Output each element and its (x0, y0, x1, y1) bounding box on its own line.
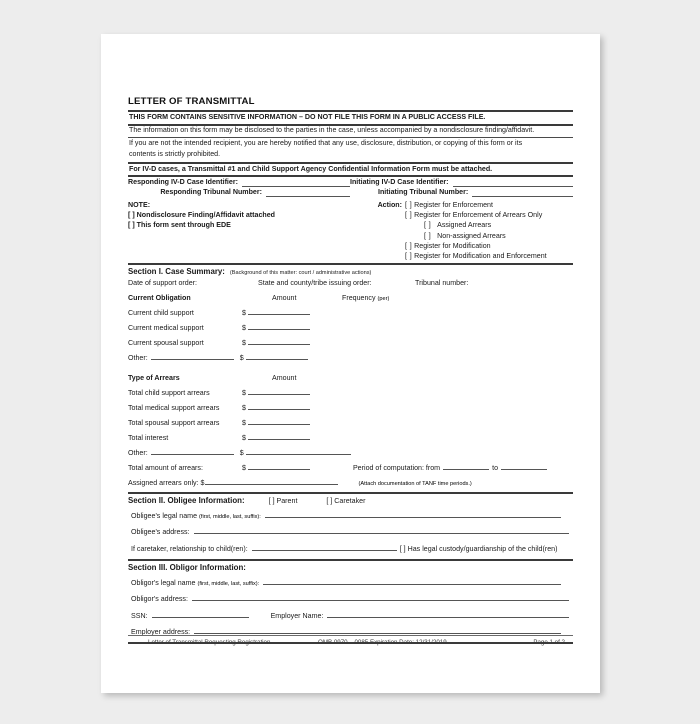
responding-case-label: Responding IV-D Case Identifier: (128, 177, 238, 186)
total-spousal-support-arrears-input[interactable] (248, 417, 310, 425)
obligee-name-note: (first, middle, last, suffix): (199, 514, 261, 521)
total-child-support-arrears-input[interactable] (248, 387, 310, 395)
date-of-support-order-label: Date of support order: (128, 278, 198, 287)
section-1-heading: Section I. Case Summary: (128, 266, 225, 276)
employer-name-label: Employer Name: (270, 611, 324, 620)
note-action-block (128, 198, 573, 263)
current-medical-support-label: Current medical support (128, 323, 204, 332)
total-arrears-input[interactable] (248, 462, 310, 470)
employer-address-label: Employer address: (131, 627, 191, 636)
arrears-other-label: Other: (128, 449, 148, 458)
obligee-name-input[interactable] (265, 510, 561, 518)
current-other-amount-input[interactable] (246, 352, 308, 360)
obligee-address-label: Obligee's address: (131, 528, 190, 537)
action-text-0: Register for Enforcement (414, 200, 493, 209)
obligor-name-input[interactable] (263, 577, 561, 585)
obligor-address-label: Obligor's address: (131, 595, 188, 604)
period-of-computation-label: Period of computation: from (352, 464, 441, 473)
action-text-5: Register for Modification and Enforcement (414, 252, 547, 261)
section-2 (128, 494, 573, 559)
responding-tribunal-input[interactable] (266, 189, 350, 197)
action-label: Action: (377, 200, 402, 209)
action-checkbox-4[interactable]: [ ] (405, 241, 413, 250)
footer-page-number: Page 1 of 2 (533, 639, 565, 646)
action-checkbox-1[interactable]: [ ] (405, 210, 413, 219)
page-title: LETTER OF TRANSMITTAL (128, 96, 255, 107)
tribunal-number-label: Tribunal number: (415, 278, 469, 287)
note-item-1[interactable]: [ ] This form sent through EDE (128, 221, 231, 230)
case-identifier-row (128, 177, 573, 188)
total-medical-support-arrears-input[interactable] (248, 402, 310, 410)
sensitive-notice: THIS FORM CONTAINS SENSITIVE INFORMATION – DO NOT FILE THIS FORM IN A PUBLIC ACCESS FILE. (129, 112, 486, 121)
current-other-description-input[interactable] (151, 352, 234, 360)
total-child-support-arrears-currency: $ (242, 388, 246, 397)
total-spousal-support-arrears-currency: $ (242, 419, 246, 428)
obligor-address-input[interactable] (192, 593, 569, 601)
responding-case-input[interactable] (242, 179, 350, 187)
legal-custody-checkbox[interactable]: [ ] Has legal custody/guardianship of the child(ren) (399, 544, 558, 553)
action-option-4[interactable] (405, 243, 491, 251)
caretaker-relationship-label: If caretaker, relationship to child(ren): (131, 544, 248, 553)
total-spousal-support-arrears-label: Total spousal support arrears (128, 419, 220, 428)
current-child-support-label: Current child support (128, 308, 194, 317)
action-text-3: Non-assigned Arrears (437, 231, 506, 240)
current-other-label: Other: (128, 353, 148, 362)
form-content (128, 96, 573, 644)
action-option-5[interactable] (405, 253, 547, 261)
total-interest-currency: $ (242, 434, 246, 443)
action-checkbox-5[interactable]: [ ] (405, 252, 413, 261)
initiating-tribunal-label: Initiating Tribunal Number: (378, 188, 469, 197)
obligation-amount-header: Amount (272, 293, 297, 302)
arrears-heading: Type of Arrears (128, 373, 180, 382)
action-option-1[interactable] (405, 212, 542, 220)
obligation-frequency-header: Frequency (342, 293, 376, 302)
action-text-1: Register for Enforcement of Arrears Only (414, 210, 543, 219)
action-text-4: Register for Modification (414, 241, 491, 250)
caretaker-relationship-input[interactable] (252, 543, 397, 551)
current-child-support-currency: $ (242, 308, 246, 317)
recipient-text-line1: If you are not the intended recipient, you are hereby notified that any use, disclosure, distribution, or copying of this form or its (129, 139, 523, 148)
period-to-label: to (492, 464, 499, 473)
current-medical-support-currency: $ (242, 323, 246, 332)
obligee-parent-checkbox[interactable]: [ ] Parent (268, 497, 298, 506)
footer-omb-info: OMB 0970 – 0085 Expiration Date: 12/31/2019 (318, 639, 447, 646)
current-child-support-amount-input[interactable] (248, 307, 310, 315)
assigned-arrears-input[interactable] (205, 477, 338, 485)
state-county-label: State and county/tribe issuing order: (258, 278, 372, 287)
initiating-case-input[interactable] (453, 179, 573, 187)
current-spousal-support-label: Current spousal support (128, 338, 204, 347)
ssn-input[interactable] (152, 610, 249, 618)
responding-tribunal-label: Responding Tribunal Number: (160, 188, 262, 197)
initiating-tribunal-input[interactable] (472, 189, 573, 197)
current-other-currency: $ (239, 353, 244, 362)
period-to-input[interactable] (501, 462, 547, 470)
current-spousal-support-amount-input[interactable] (248, 337, 310, 345)
action-option-0[interactable] (405, 202, 493, 210)
employer-address-input[interactable] (194, 626, 561, 634)
obligee-name-label: Obligee's legal name (131, 512, 198, 521)
current-medical-support-amount-input[interactable] (248, 322, 310, 330)
total-medical-support-arrears-currency: $ (242, 404, 246, 412)
action-checkbox-2[interactable]: [ ] (424, 221, 432, 230)
current-obligation-heading: Current Obligation (128, 293, 191, 302)
assigned-arrears-label: Assigned arrears only: $ (128, 479, 205, 488)
section-1-heading-note: (Background of this matter: court / administrative actions) (229, 269, 372, 276)
ssn-label: SSN: (131, 611, 148, 620)
document-page (101, 34, 600, 693)
section-1-heading-row (128, 267, 573, 277)
action-option-3[interactable] (405, 233, 506, 241)
obligor-name-note: (first, middle, last, suffix): (197, 580, 260, 587)
tanf-note: (Attach documentation of TANF time periods.) (358, 481, 472, 488)
action-text-2: Assigned Arrears (437, 221, 492, 230)
total-child-support-arrears-label: Total child support arrears (128, 388, 210, 397)
total-arrears-currency: $ (242, 464, 246, 473)
obligation-frequency-note: (per) (377, 295, 390, 302)
note-item-0[interactable]: [ ] Nondisclosure Finding/Affidavit attached (128, 210, 276, 219)
recipient-text-line2: contents is strictly prohibited. (129, 150, 221, 159)
arrears-amount-header: Amount (272, 373, 297, 382)
tribunal-number-row (128, 188, 573, 199)
obligor-name-label: Obligor's legal name (131, 578, 196, 587)
page-footer (128, 635, 573, 646)
section-3-heading: Section III. Obligor Information: (128, 563, 246, 573)
section-2-heading: Section II. Obligee Information: (128, 496, 245, 506)
obligee-caretaker-checkbox[interactable]: [ ] Caretaker (326, 497, 366, 506)
disclosure-text: The information on this form may be disclosed to the parties in the case, unless accompanied by a nondisclosure finding/affidavit. (129, 126, 535, 135)
note-heading: NOTE: (128, 200, 151, 209)
current-spousal-support-currency: $ (242, 338, 246, 347)
total-medical-support-arrears-label: Total medical support arrears (128, 404, 220, 412)
section-1 (128, 265, 573, 491)
employer-name-input[interactable] (327, 610, 569, 618)
section-3 (128, 561, 573, 642)
footer-form-name: Letter of Transmittal Requesting Registration (148, 639, 271, 646)
ivd-notice: For IV-D cases, a Transmittal #1 and Child Support Agency Confidential Information Form must be attached. (129, 164, 493, 173)
action-option-2[interactable] (405, 222, 491, 230)
initiating-case-label: Initiating IV-D Case Identifier: (350, 177, 449, 186)
action-checkbox-0[interactable]: [ ] (405, 200, 413, 209)
arrears-other-amount-input[interactable] (246, 447, 351, 455)
total-arrears-label: Total amount of arrears: (128, 464, 203, 473)
total-interest-label: Total interest (128, 434, 169, 443)
total-interest-input[interactable] (248, 432, 310, 440)
action-checkbox-3[interactable]: [ ] (424, 231, 432, 240)
arrears-other-currency: $ (239, 449, 244, 458)
obligee-address-input[interactable] (194, 526, 569, 534)
arrears-other-description-input[interactable] (151, 447, 234, 455)
period-from-input[interactable] (443, 462, 489, 470)
